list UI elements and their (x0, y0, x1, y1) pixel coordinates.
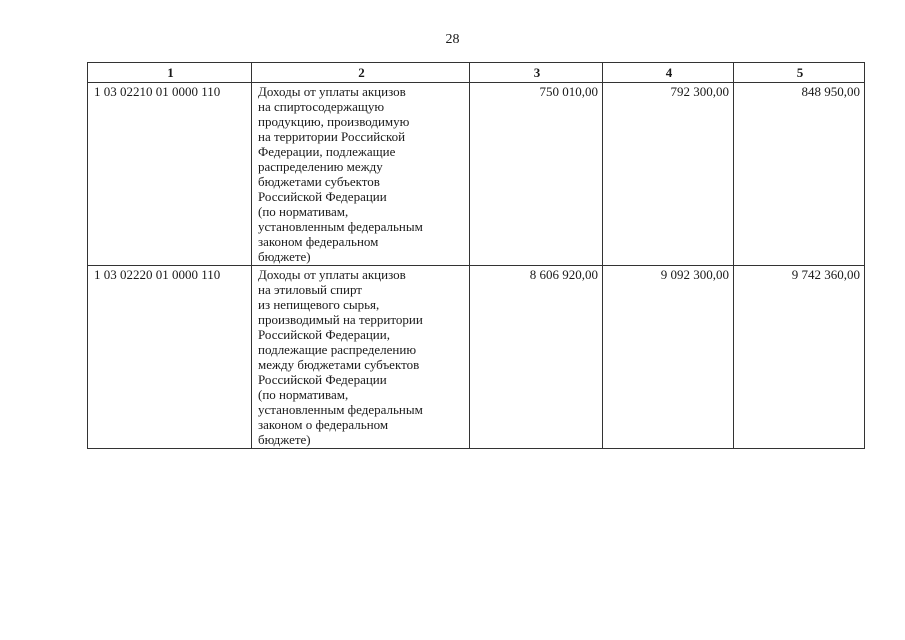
budget-code: 1 03 02220 01 0000 110 (88, 266, 252, 449)
budget-code: 1 03 02210 01 0000 110 (88, 83, 252, 266)
amount-column-3: 750 010,00 (470, 83, 603, 266)
amount-column-4: 792 300,00 (603, 83, 734, 266)
table-row (88, 266, 865, 449)
revenue-description: Доходы от уплаты акцизов на спиртосодержащую продукцию, производимую на территории Российской Федерации, подлежащие распределению между бюджетами субъектов Российской Федерации (по нормативам, установленным федеральным законом федеральном бюджете) (252, 83, 470, 266)
amount-column-5: 9 742 360,00 (734, 266, 865, 449)
revenue-table (87, 62, 865, 449)
table-header-row (88, 63, 865, 83)
column-header-2: 2 (252, 63, 470, 83)
amount-column-4: 9 092 300,00 (603, 266, 734, 449)
revenue-description: Доходы от уплаты акцизов на этиловый спирт из непищевого сырья, производимый на территории Российской Федерации, подлежащие распределению между бюджетами субъектов Российской Федерации (по нормативам, установленным федеральным законом о федеральном бюджете) (252, 266, 470, 449)
amount-column-3: 8 606 920,00 (470, 266, 603, 449)
column-header-4: 4 (603, 63, 734, 83)
column-header-1: 1 (88, 63, 252, 83)
page-number: 28 (445, 32, 460, 47)
amount-column-5: 848 950,00 (734, 83, 865, 266)
column-header-5: 5 (734, 63, 865, 83)
table-row (88, 83, 865, 266)
column-header-3: 3 (470, 63, 603, 83)
